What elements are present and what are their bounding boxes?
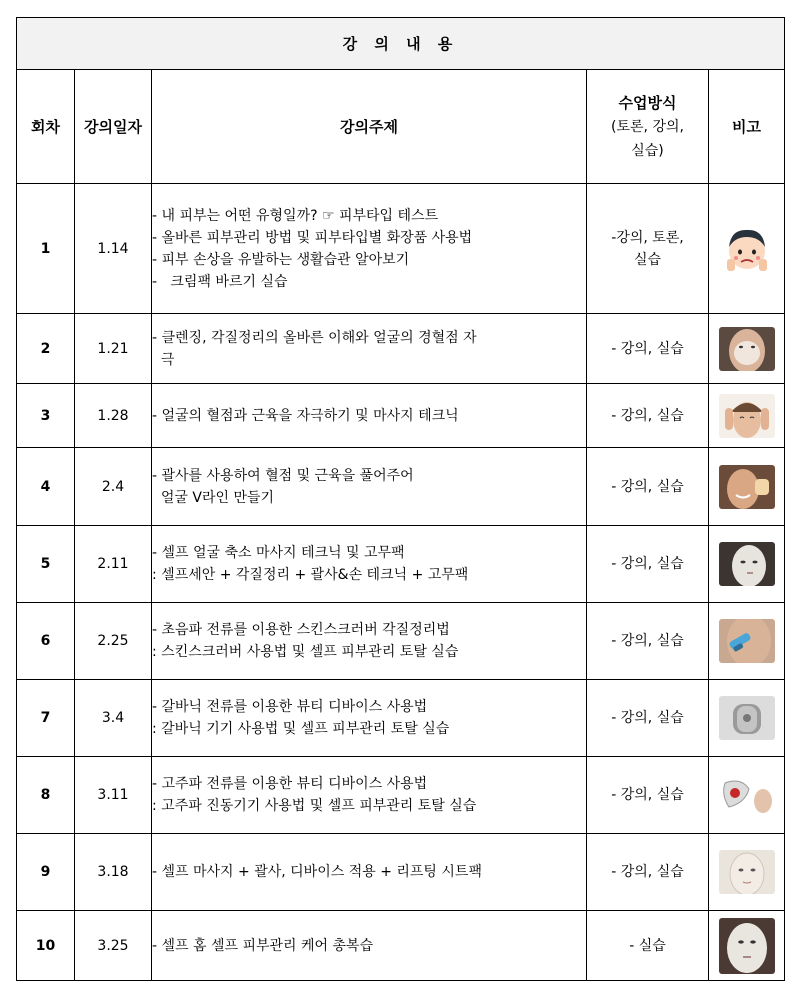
method-cell [587,448,709,526]
worried-face-cartoon-icon [719,221,775,277]
note-cell [709,834,785,911]
date-cell: 2.11 [75,526,152,603]
header-row [17,70,785,184]
note-cell [709,314,785,384]
date-cell: 1.14 [75,184,152,314]
topic-line: : 고주파 진동기기 사용법 및 셀프 피부관리 토탈 실습 [152,798,477,814]
topic-cell [152,384,587,448]
topic-cell [152,314,587,384]
note-cell [709,448,785,526]
table-row [17,603,785,680]
rubber-mask-photo [719,542,775,586]
round-cell: 7 [17,680,75,757]
method-cell [587,603,709,680]
date-cell: 2.4 [75,448,152,526]
topic-line: - 올바른 피부관리 방법 및 피부타입별 화장품 사용법 [152,229,473,246]
method-cell [587,314,709,384]
header-date: 강의일자 [75,70,152,184]
topic-line: 얼굴 V라인 만들기 [152,489,275,506]
date-cell: 3.4 [75,680,152,757]
table-row [17,448,785,526]
table-row [17,834,785,911]
method-line: - 강의, 실습 [611,633,684,649]
skin-scrubber-photo [719,619,775,663]
note-cell [709,757,785,834]
topic-line: - 얼굴의 혈점과 근육을 자극하기 및 마사지 테크닉 [152,407,459,424]
topic-cell [152,526,587,603]
note-cell [709,680,785,757]
method-line: - 강의, 실습 [611,478,684,495]
date-cell: 1.21 [75,314,152,384]
topic-line: - 고주파 전류를 이용한 뷰티 디바이스 사용법 [152,776,428,792]
round-cell: 4 [17,448,75,526]
face-massage-photo [719,394,775,438]
round-cell: 6 [17,603,75,680]
header-method-sub1: (토론, 강의, [611,118,684,135]
gua-sha-photo [719,465,775,509]
date-cell: 2.25 [75,603,152,680]
topic-cell [152,680,587,757]
topic-line: - 갈바닉 전류를 이용한 뷰티 디바이스 사용법 [152,699,428,715]
note-cell [709,526,785,603]
note-cell [709,911,785,981]
note-cell [709,184,785,314]
method-line: - 강의, 실습 [611,340,684,357]
header-method [587,70,709,184]
method-cell [587,911,709,981]
method-cell [587,184,709,314]
topic-cell [152,603,587,680]
table-row [17,384,785,448]
header-round: 회차 [17,70,75,184]
face-cleansing-photo [719,327,775,371]
topic-cell [152,834,587,911]
topic-line: - 피부 손상을 유발하는 생활습관 알아보기 [152,251,410,268]
sheet-mask-photo [719,850,775,894]
topic-line: - 크림팩 바르기 실습 [152,273,288,290]
method-cell [587,757,709,834]
topic-line: : 스킨스크러버 사용법 및 셀프 피부관리 토탈 실습 [152,644,459,660]
topic-line: - 클렌징, 각질정리의 올바른 이해와 얼굴의 경혈점 자 [152,329,477,346]
topic-cell [152,184,587,314]
round-cell: 10 [17,911,75,981]
clay-mask-photo [719,918,775,974]
topic-line: - 초음파 전류를 이용한 스킨스크러버 각질정리법 [152,622,450,638]
table-row [17,314,785,384]
topic-line: - 셀프 마사지 + 괄사, 디바이스 적용 + 리프팅 시트팩 [152,864,482,880]
date-cell: 3.11 [75,757,152,834]
topic-line: - 괄사를 사용하여 혈점 및 근육을 풀어주어 [152,467,414,484]
date-cell: 3.18 [75,834,152,911]
round-cell: 5 [17,526,75,603]
round-cell: 8 [17,757,75,834]
round-cell: 3 [17,384,75,448]
method-line: - 강의, 실습 [611,710,684,726]
table-row [17,184,785,314]
note-cell [709,603,785,680]
round-cell: 1 [17,184,75,314]
topic-line: - 셀프 홈 셀프 피부관리 케어 총복습 [152,937,374,954]
method-line: 실습 [633,251,662,268]
method-line: - 강의, 실습 [611,787,684,803]
galvanic-device-photo [719,696,775,740]
note-cell [709,384,785,448]
method-cell [587,526,709,603]
date-cell: 3.25 [75,911,152,981]
method-cell [587,680,709,757]
topic-line: : 갈바닉 기기 사용법 및 셀프 피부관리 토탈 실습 [152,721,450,737]
table-row [17,526,785,603]
header-topic: 강의주제 [152,70,587,184]
method-line: -강의, 토론, [611,229,684,246]
table-row [17,680,785,757]
topic-line: - 셀프 얼굴 축소 마사지 테크닉 및 고무팩 [152,545,405,561]
method-cell [587,384,709,448]
date-cell: 1.28 [75,384,152,448]
round-cell: 2 [17,314,75,384]
method-line: - 강의, 실습 [611,864,684,880]
method-cell [587,834,709,911]
topic-line: 극 [152,351,175,368]
table-row [17,757,785,834]
topic-cell [152,911,587,981]
table-title: 강 의 내 용 [17,18,785,70]
rf-device-photo [719,773,775,817]
header-note: 비고 [709,70,785,184]
topic-line: : 셀프세안 + 각질정리 + 괄사&손 테크닉 + 고무팩 [152,567,469,583]
table-row [17,911,785,981]
round-cell: 9 [17,834,75,911]
header-method-main: 수업방식 [618,93,677,112]
header-method-sub2: 실습) [631,142,664,159]
method-line: - 강의, 실습 [611,556,684,572]
topic-line: - 내 피부는 어떤 유형일까? ☞ 피부타입 테스트 [152,207,439,224]
lecture-schedule-table [16,17,785,981]
method-line: - 실습 [629,937,666,954]
topic-cell [152,757,587,834]
schedule-rows [17,184,785,981]
title-row [17,18,785,70]
method-line: - 강의, 실습 [611,407,684,424]
topic-cell [152,448,587,526]
